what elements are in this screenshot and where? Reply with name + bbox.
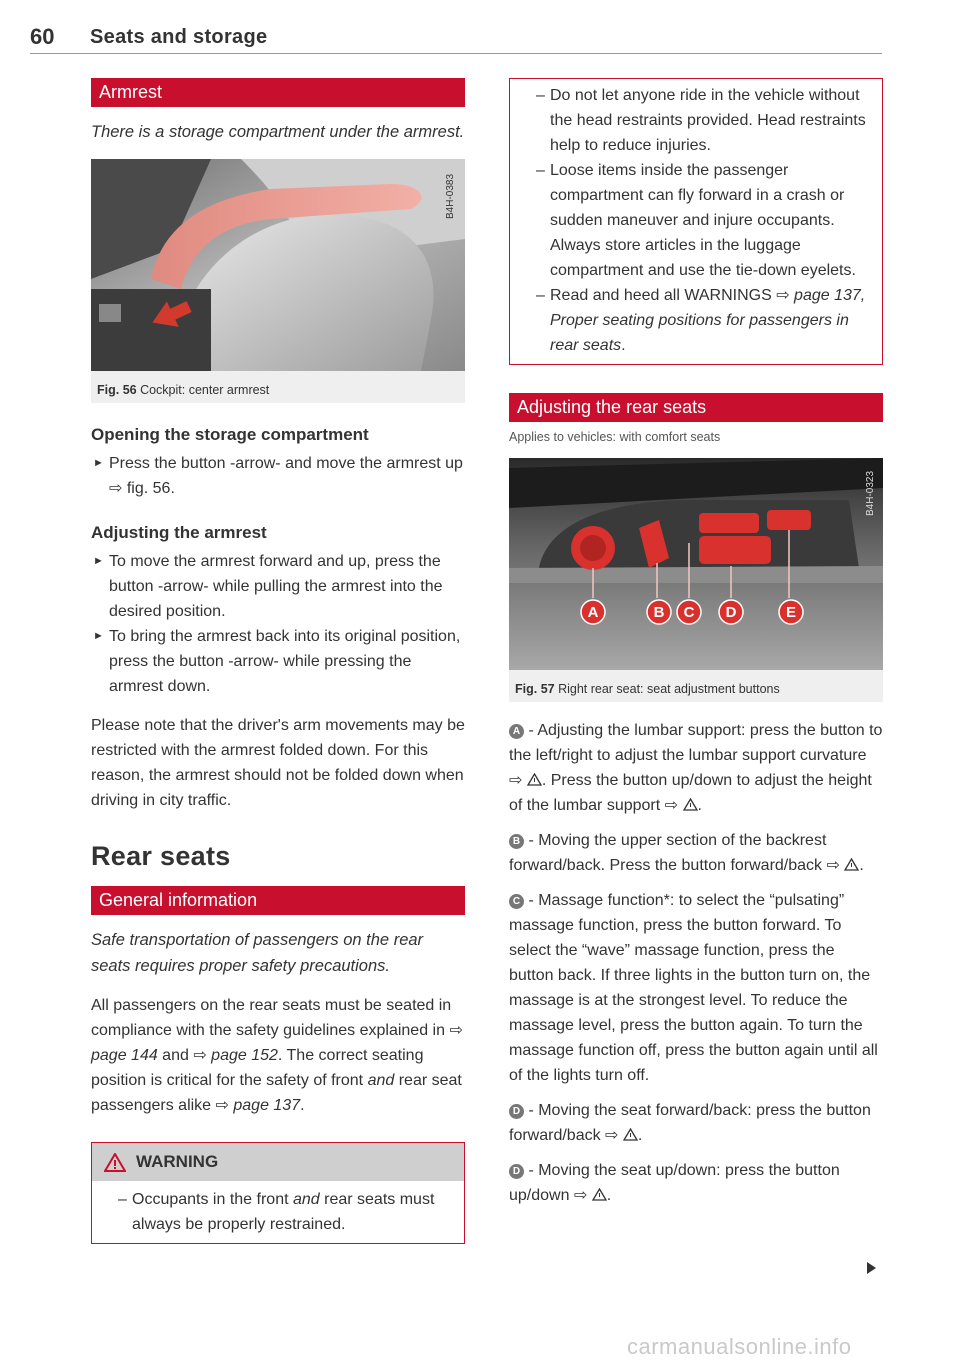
list-item: D - Moving the seat up/down: press the button up/down ⇨ .	[509, 1162, 840, 1204]
adjusting-armrest-heading: Adjusting the armrest	[91, 523, 267, 542]
warning-triangle-icon	[844, 858, 859, 871]
left-column	[91, 78, 465, 1244]
warning-box-continued	[509, 78, 883, 365]
list-item: – Loose items inside the passenger compartment can fly forward in a crash or sudden maneuver and injure occupants. Always store articles in the luggage compartment and use the tie-down eyelets.	[536, 162, 856, 279]
adjusting-rear-seats-heading: Adjusting the rear seats	[509, 393, 883, 422]
warning-header	[92, 1143, 464, 1181]
list-item: – Occupants in the front and rear seats must always be properly restrained.	[118, 1191, 435, 1233]
bullet-arrow-icon: ►	[93, 555, 104, 567]
general-paragraph: All passengers on the rear seats must be seated in compliance with the safety guidelines explained in ⇨ page 144 and ⇨ page 152. The correct seating position is critical for the safety of front and rear seat passengers alike ⇨ page 137.	[91, 997, 463, 1114]
armrest-note: Please note that the driver's arm movements may be restricted with the armrest folded down. For this reason, the armrest should not be folded down when driving in city traffic.	[91, 717, 465, 809]
figure-caption	[509, 675, 883, 702]
warning-triangle-icon	[623, 1128, 638, 1141]
rear-seats-heading: Rear seats	[91, 841, 231, 871]
general-intro: Safe transportation of passengers on the rear seats requires proper safety precautions.	[91, 931, 424, 975]
bullet-arrow-icon: ►	[93, 630, 104, 642]
callout-a: A	[587, 604, 599, 621]
warning-triangle-icon	[592, 1188, 607, 1201]
list-item: B - Moving the upper section of the backrest forward/back. Press the button forward/back ⇨ .	[509, 832, 864, 874]
general-information-heading: General information	[91, 886, 465, 915]
callout-c: C	[683, 604, 695, 621]
list-item: ► To bring the armrest back into its original position, press the button -arrow- while pressing the armrest down.	[91, 624, 465, 699]
figure-caption	[91, 376, 465, 403]
figure-code: B4H-0383	[445, 173, 456, 219]
watermark: carmanualsonline.info	[627, 1334, 852, 1359]
callout-d: D	[725, 604, 737, 621]
armrest-photo	[91, 159, 465, 371]
page-ref-link[interactable]: ⇨ page 137	[215, 1097, 301, 1114]
header-title: Seats and storage	[90, 26, 268, 48]
callout-b: B	[653, 604, 665, 621]
page-ref-link[interactable]: ⇨ page 152	[193, 1047, 278, 1064]
figure-caption-text: Right rear seat: seat adjustment buttons	[558, 682, 780, 696]
warning-triangle-icon	[527, 773, 542, 786]
opening-heading: Opening the storage compartment	[91, 425, 369, 444]
warning-triangle-icon	[104, 1153, 126, 1172]
next-page-arrow-icon	[867, 1262, 876, 1274]
list-item: C - Massage function*: to select the “pulsating” massage function, press the button forward. To select the “wave” massage function, press the button back. If three lights in the button turn on, the massage is at the strongest level. To reduce the massage level, press the button again. To turn the massage function off, press the button again until all of the lights turn off.	[509, 892, 878, 1084]
letter-badge-icon: A	[509, 724, 524, 739]
letter-badge-icon: D	[509, 1104, 524, 1119]
list-item: D - Moving the seat forward/back: press the button forward/back ⇨ .	[509, 1102, 871, 1144]
figure-label: Fig. 57	[515, 682, 555, 696]
list-item: ► To move the armrest forward and up, press the button -arrow- while pulling the armrest into the desired position.	[91, 549, 465, 624]
right-column	[509, 78, 883, 1208]
warning-triangle-icon	[683, 798, 698, 811]
letter-badge-icon: B	[509, 834, 524, 849]
warning-body	[92, 1181, 464, 1243]
figure-label: Fig. 56	[97, 383, 137, 397]
list-item: – Read and heed all WARNINGS ⇨ page 137, Proper seating positions for passengers in rear seats.	[536, 287, 866, 354]
figure-code: B4H-0323	[865, 470, 876, 516]
page-header	[30, 24, 882, 54]
list-item: A - Adjusting the lumbar support: press the button to the left/right to adjust the lumbar support curvature ⇨ . Press the button up/down to adjust the height of the lumbar support ⇨ .	[509, 722, 883, 814]
callout-e: E	[785, 604, 797, 621]
warning-title: WARNING	[136, 1152, 219, 1171]
list-item: ► Press the button -arrow- and move the armrest up ⇨ fig. 56.	[91, 451, 465, 501]
letter-badge-icon: C	[509, 894, 524, 909]
bullet-arrow-icon: ►	[93, 457, 104, 469]
applies-note: Applies to vehicles: with comfort seats	[509, 430, 721, 444]
page-number: 60	[30, 24, 55, 49]
page-ref-link[interactable]: ⇨ page 137, Proper seating positions for passengers in rear seats	[550, 287, 866, 354]
list-item: – Do not let anyone ride in the vehicle without the head restraints provided. Head restraints help to reduce injuries.	[536, 87, 866, 154]
figure-caption-text: Cockpit: center armrest	[140, 383, 270, 397]
armrest-figure	[91, 159, 465, 403]
rear-seat-buttons-photo	[509, 458, 883, 670]
letter-badge-icon: D	[509, 1164, 524, 1179]
warning-box	[91, 1142, 465, 1244]
armrest-intro: There is a storage compartment under the armrest.	[91, 123, 465, 141]
armrest-heading: Armrest	[91, 78, 465, 107]
rear-seat-figure	[509, 458, 883, 702]
page-ref-link[interactable]: ⇨ page 144	[91, 1022, 463, 1064]
